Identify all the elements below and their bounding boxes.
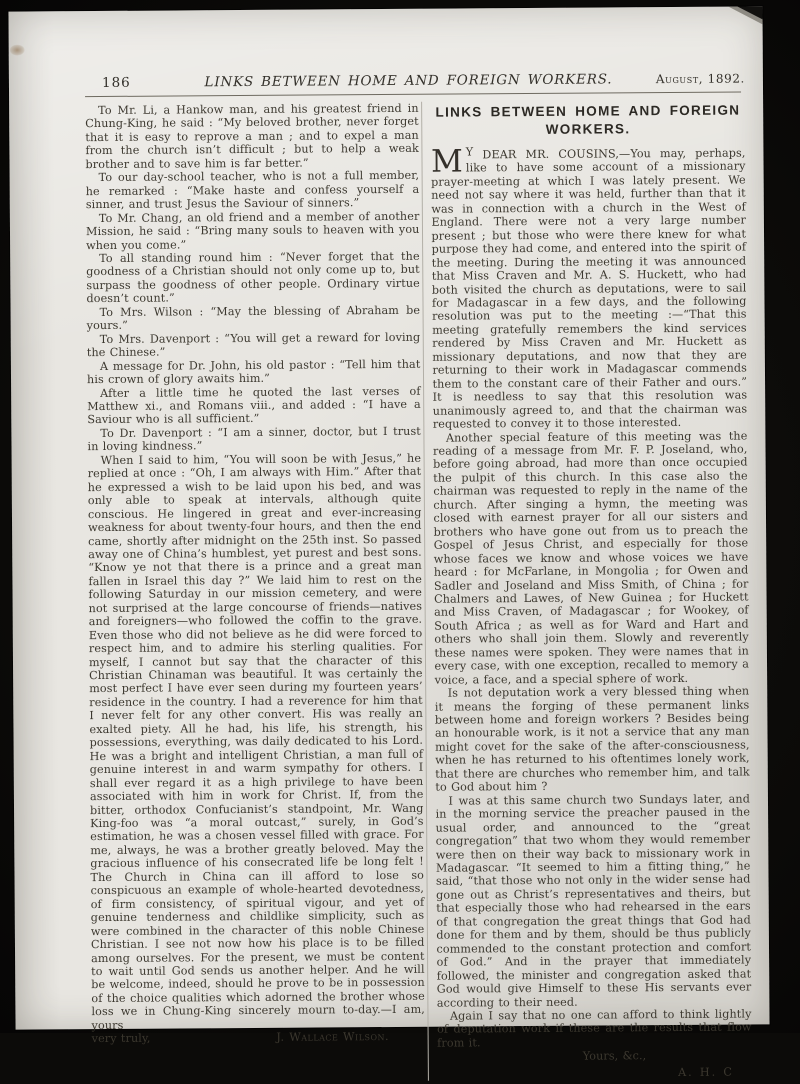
paragraph: When I said to him, “You will soon be with Jesus,” he replied at once : “Oh, I am always with Him.” After that he expressed a wish to be laid upon his bed, and was only able to speak at intervals, although quite conscious. He lingered in great and ever-increasing weakness for about twenty-four hours, and then the end came, shortly after midnight on the 25th inst. So passed away one of China’s humblest, yet purest and best sons. “Know ye not that there is a prince and a great man fallen in Israel this day ?” We laid him to rest on the following Saturday in our mission cemetery, and were not surprised at the large concourse of friends—natives and foreigners—who followed the coffin to the grave. Even those who did not believe as he did were forced to respect him, and to admire his sterling qualities. For myself, I cannot but say that the character of this Christian Chinaman was beautiful. It was certainly the most perfect I have ever seen during my fourteen years’ residence in the country. I had a reverence for him that I never felt for any other convert. His was really an exalted piety. All he had, his life, his strength, his possessions, everything, was daily dedicated to his Lord. He was a bright and intelligent Christian, a man full of genuine interest in and warm sympathy for others. I shall ever regard it as a high privilege to have been associated with him in work for Christ. If, from the bitter, orthodox Confucianist’s standpoint, Mr. Wang King-foo was “a moral outcast,” surely, in God’s estimation, he was a chosen vessel filled with grace. For me, always, he was a brother greatly beloved. May the gracious influence of his consecrated life be long felt ! The Church in China can ill afford to lose so conspicuous an example of whole-hearted devotedness, of firm consistency, of spiritual vigour, and yet of genuine tenderness and childlike simplicity, such as were combined in the character of this noble Chinese Christian. I see not now how his place is to be filled among ourselves. For the present, we must be content to wait until God sends us another helper. And he will be welcome, indeed, should he prove to be in possession of the choice qualities which adorned the brother whose loss we in Chung-King sincerely mourn to-day.—I am, yours: [87, 451, 425, 1032]
signoff-text: Yours, &c.,: [582, 1049, 647, 1064]
paragraph: I was at this same church two Sundays later, and in the morning service the preacher paused in the usual order, and announced to the “great congregation” that two whom they would remember were then on their way back to missionary work in Madagascar. “It seemed to him a fitting thing,” he said, “that those who not only in the wider sense had gone out as Christ’s representatives and theirs, but that especially those who had rehearsed in the ears of that congregation the great things that God had done for them and by them, should be thus publicly commended to the constant protection and comfort of God.” And in the prayer that immediately followed, the minister and congregation asked that God would give Himself to these His servants ever according to their need.: [435, 792, 752, 1010]
issue-date: August, 1892.: [655, 71, 745, 87]
page-corner-clip: [737, 6, 762, 19]
drop-cap: M: [430, 143, 463, 180]
article-columns: [85, 100, 752, 1084]
closing-text: very truly,: [91, 1031, 151, 1046]
paper-stain: [10, 45, 25, 56]
header-rule: [85, 92, 741, 98]
running-header: [85, 71, 745, 92]
drop-cap-superscript: Y: [465, 145, 474, 159]
paragraph: To all standing round him : “Never forget that the goodness of a Christian should not only come up to, but surpass the goodness of other people. Ordinary virtue doesn’t count.”: [86, 249, 420, 306]
paragraph: A message for Dr. John, his old pastor : “Tell him that his crown of glory awaits him.”: [86, 357, 421, 387]
salutation: DEAR MR. COUSINS,—: [473, 147, 631, 162]
magazine-page: [8, 6, 769, 1079]
paragraph: To Mr. Li, a Hankow man, and his greatest friend in Chung-King, he said : “My beloved brother, never forget that it is easy to reprove a man ; and to expel a man from the church isn’t difficult ; but to help a weak brother and to save him is far better.”: [85, 101, 419, 171]
paragraph: [430, 143, 748, 432]
author-initials: A. H. C: [678, 1065, 734, 1079]
paragraph: To Mr. Chang, an old friend and a member of another Mission, he said : “Bring many souls to heaven with you when you come.”: [85, 209, 420, 252]
running-title: LINKS BETWEEN HOME AND FOREIGN WORKERS.: [204, 71, 613, 91]
paragraph: Another special feature of this meeting was the reading of a message from Mr. F. P. Joseland, who, before going abroad, had more than once occupied the pulpit of this church. In this case also the chairman was requested to reply in the name of the church. After singing a hymn, the meeting was closed with earnest prayer for all our sisters and brothers who have gone out from us to preach the Gospel of Jesus Christ, and especially for those whose faces we know and whose voices we have heard : for McFarlane, in Mongolia ; for Owen and Sadler and Joseland and Miss Smith, of China ; for Chalmers and Lawes, of New Guinea ; for Huckett and Miss Craven, of Madagascar ; for Wookey, of South Africa ; as well as for Ward and Hart and others who shall join them. Slowly and reverently these names were spoken. They were names that in every case, with one exception, recalled to memory a voice, a face, and a special sphere of work.: [432, 429, 750, 687]
letter-closing-row: [92, 1030, 426, 1046]
paragraph: To our day-school teacher, who is not a full member, he remarked : “Make haste and confess yourself a sinner, and trust Jesus the Saviour of sinners.”: [85, 169, 420, 212]
paragraph: Again I say that no one can afford to think lightly of deputation work if these are the results that flow from it.: [437, 1007, 752, 1050]
paragraph: To Dr. Davenport : “I am a sinner, doctor, but I trust in loving kindness.”: [87, 424, 421, 454]
paragraph: To Mrs. Davenport : “You will get a reward for loving the Chinese.”: [86, 330, 421, 360]
article-title: LINKS BETWEEN HOME AND FOREIGN WORKERS.: [435, 102, 741, 137]
left-column: [85, 102, 425, 1084]
page-number: 186: [101, 74, 131, 91]
paragraph: Is not deputation work a very blessed thing when it means the forging of these permanent links between home and foreign workers ? Besides being an honourable work, is it not a service that any man might covet for the sake of the after-consciousness, when he has returned to his oftentimes lonely work, that there are churches who remember him, and talk to God about him ?: [434, 684, 750, 794]
paragraph: To Mrs. Wilson : “May the blessing of Abraham be yours.”: [86, 303, 421, 333]
paragraph: After a little time he quoted the last verses of Matthew xi., and Romans viii., and added : “I have a Saviour who is all sufficient.”: [87, 384, 421, 427]
paragraph-text: You may, perhaps, like to have some account of a missionary prayer-meeting at which I was lately present. We need not say where it was held, further than that it was in connection with a church in the West of England. There were not a very large number present ; but those who were there knew for what purpose they had come, and entered into the spirit of the meeting. During the meeting it was announced that Miss Craven and Mr. A. S. Huckett, who had both visited the church as deputations, were to sail for Madagascar in a few days, and the following resolution was put to the meeting :—“That this meeting gratefully remembers the kind services rendered by Miss Craven and Mr. Huckett as missionary deputations, and now that they are returning to their work in Madagascar commends them to the constant care of their Father and ours.” It is needless to say that this resolution was unanimously agreed to, and that the chairman was requested to convey it to those interested.: [431, 146, 748, 431]
right-column: [431, 100, 752, 1081]
author-signature: J. Wallace Wilson.: [276, 1030, 390, 1045]
